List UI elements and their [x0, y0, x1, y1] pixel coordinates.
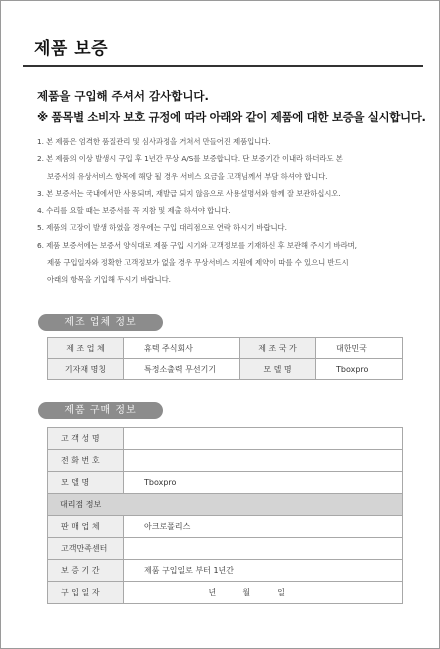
country-label: 제 조 국 가 [240, 338, 316, 359]
manufacturer-table [47, 337, 403, 380]
table-row [48, 472, 403, 494]
model-value: Tboxpro [124, 472, 403, 494]
table-row [48, 428, 403, 450]
model-label: 모 델 명 [240, 359, 316, 380]
manufacturer-value: 휴텍 주식회사 [124, 338, 240, 359]
table-row [48, 560, 403, 582]
warranty-terms [37, 133, 422, 289]
table-row [48, 450, 403, 472]
phone-field [124, 450, 403, 472]
term-line: 아래의 항목을 기입해 두시기 바랍니다. [47, 275, 171, 285]
support-center-field [124, 538, 403, 560]
page-title: 제품 보증 [34, 39, 109, 59]
country-value: 대한민국 [316, 338, 403, 359]
year-unit: 년 [208, 588, 217, 597]
model-label: 모 델 명 [48, 472, 124, 494]
purchase-section-heading: 제품 구매 정보 [38, 402, 163, 419]
term-line: 5. 제품의 고장이 발생 하였을 경우에는 구입 대리점으로 연락 하시기 바랍니다. [37, 223, 287, 233]
phone-label: 전 화 번 호 [48, 450, 124, 472]
purchase-date-field [124, 582, 403, 604]
dealer-info-header: 대리점 정보 [48, 494, 403, 516]
term-line: 1. 본 제품은 엄격한 품질관리 및 심사과정을 거쳐서 만들어진 제품입니다. [37, 137, 271, 146]
customer-name-field [124, 428, 403, 450]
purchase-table [47, 427, 403, 604]
table-row [48, 538, 403, 560]
term-line: 2. 본 제품의 이상 발생시 구입 후 1년간 무상 A/S를 보증합니다. 단 보증기간 이내라 하더라도 본 [37, 154, 343, 164]
table-row [48, 359, 403, 380]
term-line: 보증서의 유상서비스 항목에 해당 될 경우 서비스 요금을 고객님께서 부담 하셔야 합니다. [47, 171, 328, 181]
equipment-name-label: 기자재 명칭 [48, 359, 124, 380]
equipment-name-value: 특정소출력 무선기기 [124, 359, 240, 380]
term-line: 제품 구입일자와 정확한 고객정보가 없을 경우 무상서비스 지원에 제약이 따를 수 있으니 반드시 [47, 258, 349, 268]
term-line: 6. 제품 보증서에는 보증서 양식대로 제품 구입 시기와 고객정보를 기재하신 후 보관해 주시기 바라며, [37, 240, 357, 250]
manufacturer-label: 제 조 업 체 [48, 338, 124, 359]
customer-name-label: 고 객 성 명 [48, 428, 124, 450]
warranty-period-value: 제품 구입일로 부터 1년간 [124, 560, 403, 582]
month-unit: 월 [242, 588, 251, 597]
term-line: 4. 수리를 요할 때는 보증서를 꼭 지참 및 제출 하셔야 합니다. [37, 206, 231, 216]
day-unit: 일 [277, 588, 285, 597]
purchase-date-label: 구 입 일 자 [48, 582, 124, 604]
manufacturer-section-heading: 제조 업체 정보 [38, 314, 163, 331]
model-value: Tboxpro [316, 359, 403, 380]
title-divider [23, 65, 423, 67]
support-center-label: 고객만족센터 [48, 538, 124, 560]
table-row [48, 516, 403, 538]
term-line: 3. 본 보증서는 국내에서만 사용되며, 재발급 되지 않음으로 사용설명서와 함께 잘 보관하십시오. [37, 188, 341, 198]
warranty-period-label: 보 증 기 간 [48, 560, 124, 582]
table-row [48, 494, 403, 516]
warranty-notice: ※ 품목별 소비자 보호 규정에 따라 아래와 같이 제품에 대한 보증을 실시합니다. [37, 110, 426, 124]
table-row [48, 582, 403, 604]
table-row [48, 338, 403, 359]
seller-value: 아크로폴리스 [124, 516, 403, 538]
seller-label: 판 매 업 체 [48, 516, 124, 538]
thanks-text: 제품을 구입해 주셔서 감사합니다. [37, 89, 209, 103]
